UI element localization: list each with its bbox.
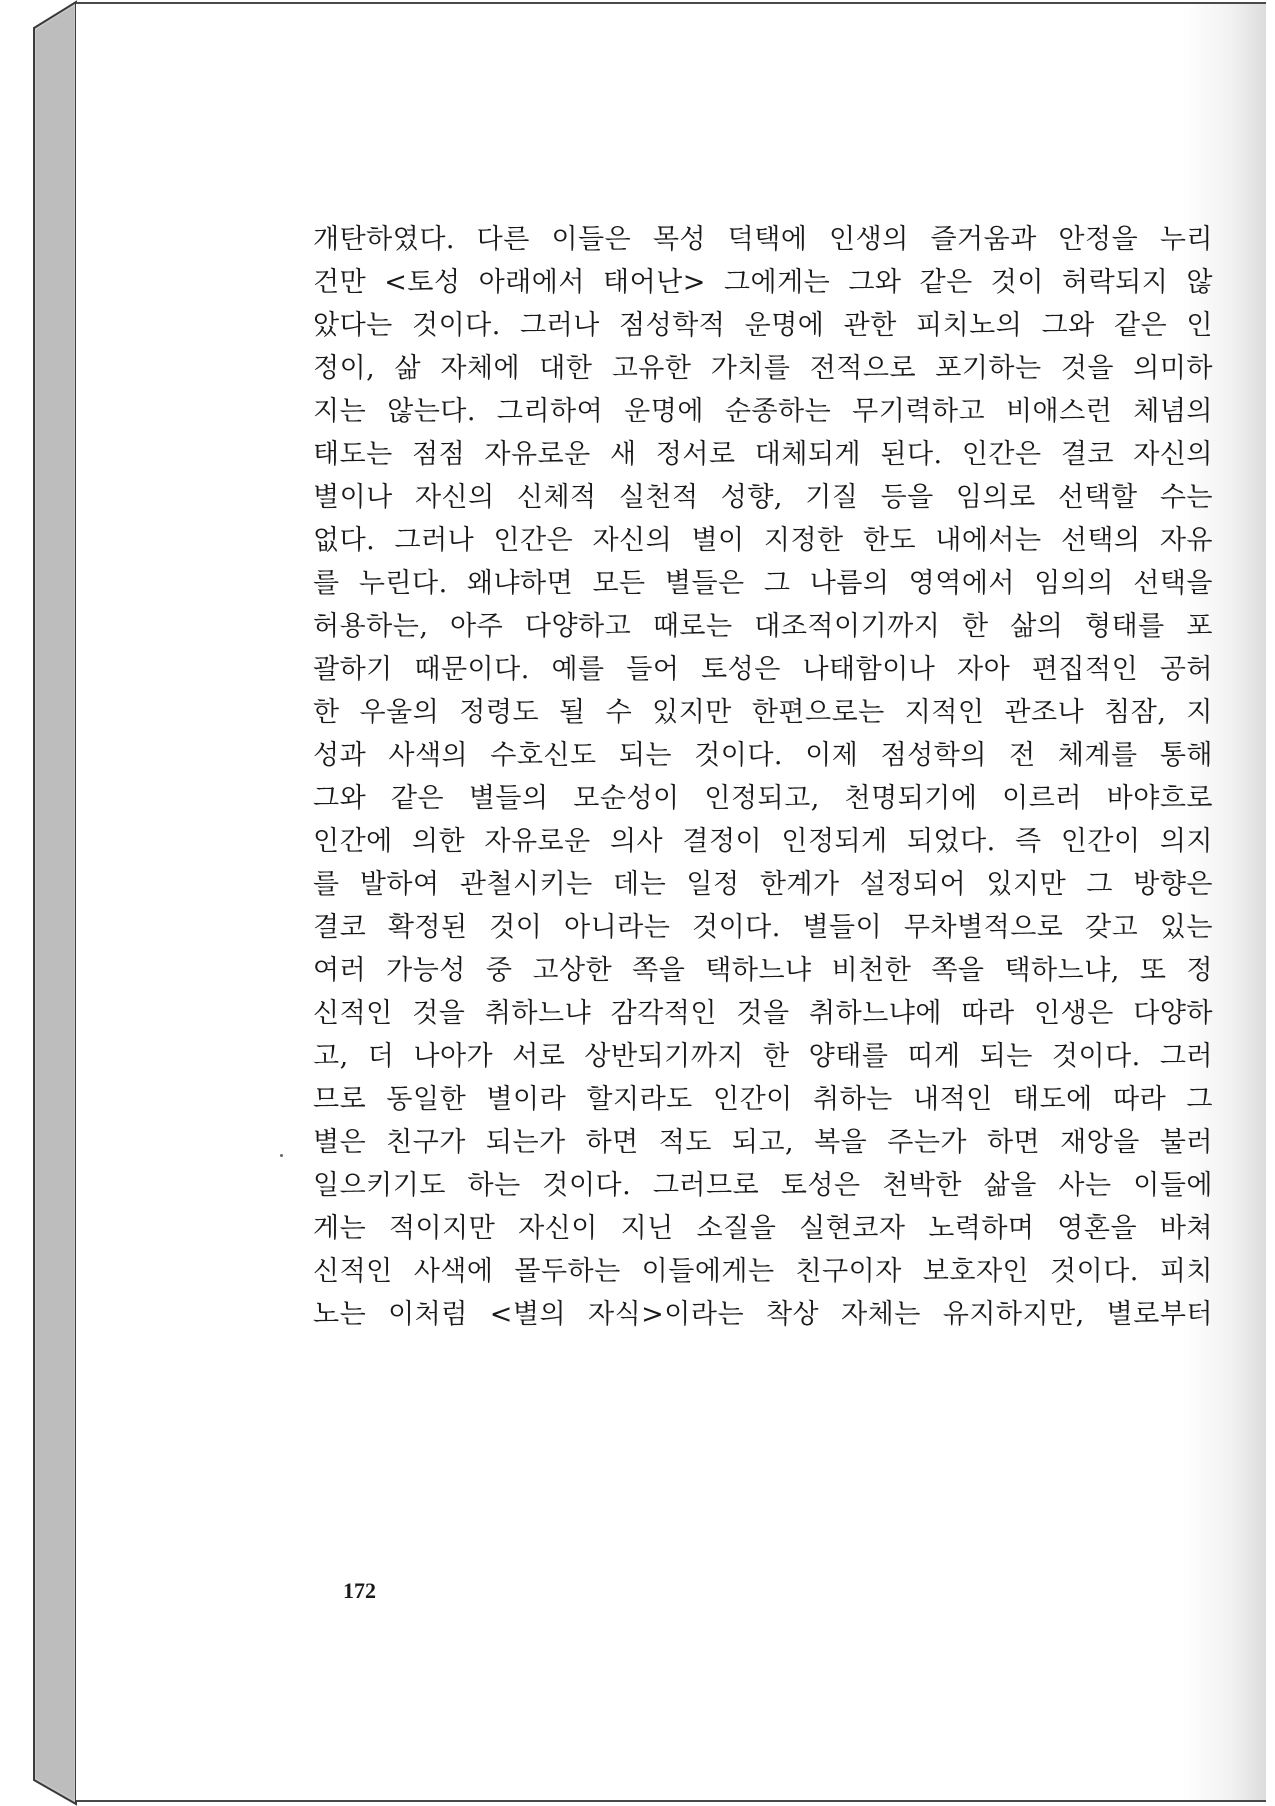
text-line: 고, 더 나아가 서로 상반되기까지 한 양태를 띠게 되는 것이다. 그러 <box>313 1041 1213 1072</box>
text-line: 허용하는, 아주 다양하고 때로는 대조적이기까지 한 삶의 형태를 포 <box>313 611 1213 642</box>
text-line: 신적인 것을 취하느냐 감각적인 것을 취하느냐에 따라 인생은 다양하 <box>313 998 1213 1029</box>
text-line: 별이나 자신의 신체적 실천적 성향, 기질 등을 임의로 선택할 수는 <box>313 482 1213 513</box>
text-line: 결코 확정된 것이 아니라는 것이다. 별들이 무차별적으로 갖고 있는 <box>313 912 1213 943</box>
text-line: 여러 가능성 중 고상한 쪽을 택하느냐 비천한 쪽을 택하느냐, 또 정 <box>313 955 1213 986</box>
text-line: 를 누린다. 왜냐하면 모든 별들은 그 나름의 영역에서 임의의 선택을 <box>313 568 1213 599</box>
text-line: 노는 이처럼 <별의 자식>이라는 착상 자체는 유지하지만, 별로부터 <box>313 1299 1213 1330</box>
text-line: 건만 <토성 아래에서 태어난> 그에게는 그와 같은 것이 허락되지 않 <box>313 267 1213 298</box>
text-line: 았다는 것이다. 그러나 점성학적 운명에 관한 피치노의 그와 같은 인 <box>313 310 1213 341</box>
text-line: 게는 적이지만 자신이 지닌 소질을 실현코자 노력하며 영혼을 바쳐 <box>313 1213 1213 1244</box>
text-line: 인간에 의한 자유로운 의사 결정이 인정되게 되었다. 즉 인간이 의지 <box>313 826 1213 857</box>
text-line: 성과 사색의 수호신도 되는 것이다. 이제 점성학의 전 체계를 통해 <box>313 740 1213 771</box>
text-line: 를 발하여 관철시키는 데는 일정 한계가 설정되어 있지만 그 방향은 <box>313 869 1213 900</box>
text-line: 태도는 점점 자유로운 새 정서로 대체되게 된다. 인간은 결코 자신의 <box>313 439 1213 470</box>
page-number: 172 <box>343 1578 376 1603</box>
text-line: 별은 친구가 되는가 하면 적도 되고, 복을 주는가 하면 재앙을 불러 <box>313 1127 1213 1158</box>
text-line: 한 우울의 정령도 될 수 있지만 한편으로는 지적인 관조나 침잠, 지 <box>313 697 1213 728</box>
body-text <box>313 218 1213 1336</box>
text-line: 개탄하였다. 다른 이들은 목성 덕택에 인생의 즐거움과 안정을 누리 <box>313 224 1213 255</box>
book-page <box>76 2 1266 1802</box>
scan-speck <box>280 1154 283 1157</box>
text-line: 지는 않는다. 그리하여 운명에 순종하는 무기력하고 비애스런 체념의 <box>313 396 1213 427</box>
text-line: 일으키기도 하는 것이다. 그러므로 토성은 천박한 삶을 사는 이들에 <box>313 1170 1213 1201</box>
text-line: 괄하기 때문이다. 예를 들어 토성은 나태함이나 자아 편집적인 공허 <box>313 654 1213 685</box>
text-line: 신적인 사색에 몰두하는 이들에게는 친구이자 보호자인 것이다. 피치 <box>313 1256 1213 1287</box>
text-line: 그와 같은 별들의 모순성이 인정되고, 천명되기에 이르러 바야흐로 <box>313 783 1213 814</box>
text-line: 정이, 삶 자체에 대한 고유한 가치를 전적으로 포기하는 것을 의미하 <box>313 353 1213 384</box>
text-line: 없다. 그러나 인간은 자신의 별이 지정한 한도 내에서는 선택의 자유 <box>313 525 1213 556</box>
text-line: 므로 동일한 별이라 할지라도 인간이 취하는 내적인 태도에 따라 그 <box>313 1084 1213 1115</box>
